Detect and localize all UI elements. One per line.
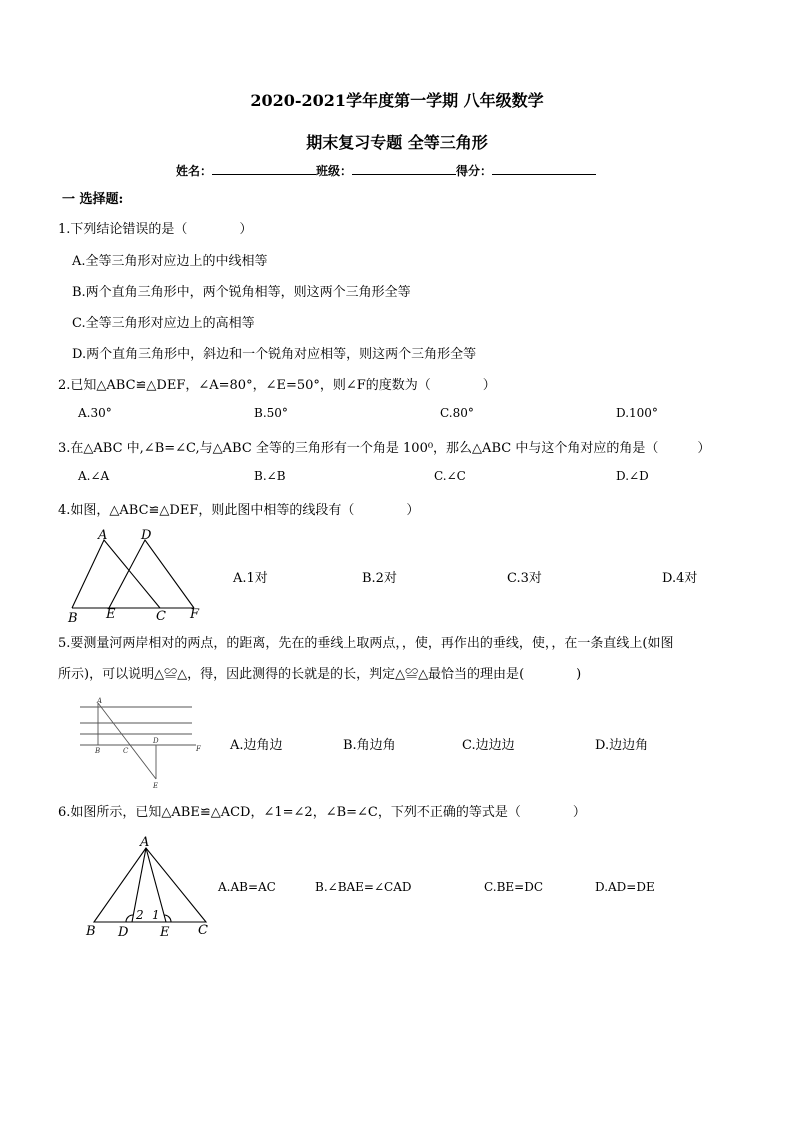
question-5-option-d[interactable]: D.边边角 [595,738,649,753]
question-1-option-a[interactable]: A.全等三角形对应边上的中线相等 [72,254,268,269]
triangle-abc [72,540,160,608]
question-4-option-d[interactable]: D.4对 [662,571,698,586]
question-5-line-2: 所示)，可以说明△≌△，得，因此测得的长就是的长，判定△≌△最恰当的理由是( ) [58,667,582,682]
question-2-option-c[interactable]: C.80° [440,406,474,420]
label-f: F [196,745,201,753]
question-4-option-c[interactable]: C.3对 [507,571,542,586]
question-3-stem: 3.在△ABC 中,∠B=∠C,与△ABC 全等的三角形有一个角是 100⁰，那么△ABC 中与这个角对应的角是（ ） [58,441,711,456]
name-blank[interactable] [212,163,316,175]
question-1-option-d[interactable]: D.两个直角三角形中，斜边和一个锐角对应相等，则这两个三角形全等 [72,347,477,362]
label-c: C [123,747,129,755]
label-c: C [156,609,166,624]
label-b: B [86,924,96,939]
question-4-figure [62,526,212,626]
question-2-option-b[interactable]: B.50° [254,406,288,420]
label-a: A [140,835,150,850]
question-5-stem [58,628,748,690]
angle-label-2: 2 [136,908,144,922]
question-1-stem: 1.下列结论错误的是（ ） [58,222,253,237]
label-a: A [98,528,108,543]
question-6-option-d[interactable]: D.AD=DE [595,880,655,894]
label-d: D [153,737,159,745]
angle-label-1: 1 [152,908,160,922]
score-blank[interactable] [492,163,596,175]
question-6-figure [80,834,220,940]
label-e: E [153,782,159,790]
label-a: A [97,697,103,705]
document-title: 2020-2021学年度第一学期 八年级数学 [250,91,544,110]
label-e: E [106,607,116,622]
score-label: 得分： [456,164,493,178]
label-e: E [160,925,170,940]
question-4-option-b[interactable]: B.2对 [362,571,397,586]
question-3-option-a[interactable]: A.∠A [78,469,110,483]
question-5-option-b[interactable]: B.角边角 [343,738,396,753]
question-5-option-c[interactable]: C.边边边 [462,738,515,753]
question-2-stem: 2.已知△ABC≌△DEF，∠A=80°，∠E=50°，则∠F的度数为（ ） [58,378,496,393]
student-info-line [176,162,596,179]
question-3-option-c[interactable]: C.∠C [434,469,466,483]
class-label: 班级： [316,164,353,178]
question-5-line-1: 5.要测量河两岸相对的两点，的距离，先在的垂线上取两点，，使，再作出的垂线，使，，在一条直线上(如图 [58,636,674,651]
question-2-option-a[interactable]: A.30° [78,406,112,420]
label-c: C [198,923,208,938]
question-6-option-a[interactable]: A.AB=AC [218,880,276,894]
triangle-abc [94,848,206,922]
label-d: D [141,528,152,543]
question-1-option-c[interactable]: C.全等三角形对应边上的高相等 [72,316,255,331]
question-1-option-b[interactable]: B.两个直角三角形中，两个锐角相等，则这两个三角形全等 [72,285,411,300]
label-d: D [118,925,129,940]
question-4-stem: 4.如图，△ABC≌△DEF，则此图中相等的线段有（ ） [58,503,420,518]
question-3-option-d[interactable]: D.∠D [616,469,649,483]
label-f: F [190,607,200,622]
class-blank[interactable] [352,163,456,175]
section-heading: 一 选择题: [62,192,124,207]
question-5-option-a[interactable]: A.边角边 [230,738,283,753]
name-label: 姓名： [176,164,213,178]
label-b: B [95,747,101,755]
question-3-option-b[interactable]: B.∠B [254,469,286,483]
document-subtitle: 期末复习专题 全等三角形 [306,133,488,152]
question-6-stem: 6.如图所示，已知△ABE≌△ACD，∠1=∠2，∠B=∠C，下列不正确的等式是（ ） [58,805,586,820]
question-2-option-d[interactable]: D.100° [616,406,658,420]
question-6-option-c[interactable]: C.BE=DC [484,880,544,894]
question-5-figure [78,695,208,791]
question-4-option-a[interactable]: A.1对 [233,571,268,586]
question-6-option-b[interactable]: B.∠BAE=∠CAD [315,880,412,894]
label-b: B [68,611,78,626]
